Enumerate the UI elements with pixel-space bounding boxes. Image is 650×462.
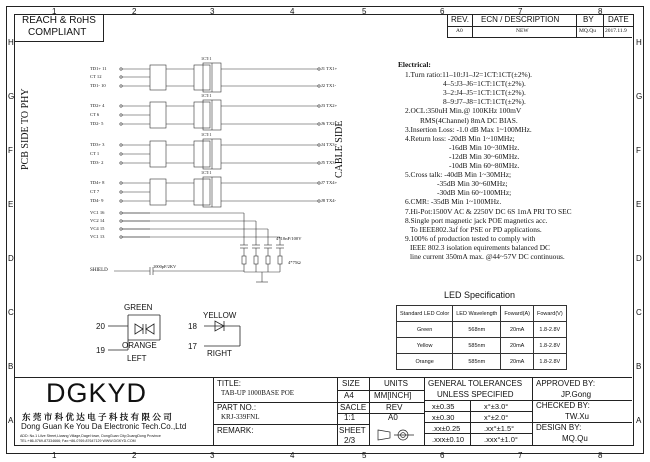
zone-col-7-top: 7 [518, 7, 523, 16]
electrical-line-3: 8–9:J7–J8=1CT:1CT(±2%). [443, 97, 526, 107]
tolerance-linear-0: x±0.35 [432, 402, 455, 411]
size-label: SIZE [342, 379, 360, 388]
right-pin-4: J4 TX3+ [321, 142, 338, 147]
rev-row-rev: A0 [456, 28, 463, 34]
left-pin-6: TD3+ 3 [90, 142, 105, 147]
checked-label: CHECKED BY: [536, 401, 590, 410]
design-label: DESIGN BY: [536, 423, 582, 432]
right-pin-2: J3 TX2+ [321, 103, 338, 108]
led-cell: 585nm [453, 354, 501, 370]
rev-row-date: 2017.11.9 [605, 28, 627, 34]
tolerance-title: GENERAL TOLERANCES [428, 379, 523, 388]
electrical-line-6: 3.Insertion Loss: -1.0 dB Max 1~100MHz. [405, 124, 532, 134]
left-pin-3: TD2+ 4 [90, 103, 105, 108]
electrical-line-8: -16dB Min 10~30MHz. [449, 142, 520, 152]
electrical-line-15: 7.Hi-Pot:1500V AC & 2250V DC 6S 1mA PRI TO SEC [405, 206, 572, 216]
right-pin-3: J6 TX2- [321, 121, 337, 126]
transformer-ratio-1: 1CT:1 [201, 93, 212, 98]
units-label: UNITS [384, 379, 408, 388]
led-cell: 1.8-2.8V [533, 338, 566, 354]
pcb-side-label: PCB SIDE TO PHY [20, 88, 31, 170]
zone-row-G-left: G [8, 92, 15, 101]
compliance-line1: REACH & RoHS [22, 15, 96, 26]
led-cell: 1.8-2.8V [533, 354, 566, 370]
company-contact: TEL:+86-0769-87334666; Fax:+86-0769-87647129 WWW.DGKYD.COM [20, 439, 136, 443]
transformer-ratio-0: 1CT:1 [201, 56, 212, 61]
left-pin-0: TD1+ 11 [90, 66, 107, 71]
zone-col-6-top: 6 [440, 7, 445, 16]
led-right-label: RIGHT [207, 349, 232, 358]
electrical-line-10: -10dB Min 60~80MHz. [449, 161, 520, 170]
electrical-line-9: -12dB Min 30~60MHz. [449, 151, 520, 161]
electrical-line-0: 1.Turn ratio:11–10:J1–J2=1CT:1CT(±2%). [405, 70, 532, 79]
approved-value: JP.Gong [561, 390, 592, 399]
tolerance-linear-1: x±0.30 [432, 413, 455, 422]
right-pin-5: J5 TX3- [321, 160, 337, 165]
tolerance-angular-3: .xxx°±1.0° [484, 435, 518, 444]
cap-label: 4*10nF/100V [276, 236, 302, 241]
shield-cap-label: 1000pF/2KV [153, 264, 177, 269]
electrical-line-4: 2.OCL:350uH Min.@ 100KHz 100mV [405, 106, 522, 116]
led-cell: 20mA [501, 354, 534, 370]
checked-value: TW.Xu [565, 412, 590, 421]
led-left-label: LEFT [127, 354, 147, 363]
zone-row-A-left: A [8, 416, 14, 425]
left-pin-8: TD3- 2 [90, 160, 104, 165]
electrical-line-19: IEEE 802.3 isolation equirements balanced DC [410, 242, 550, 252]
electrical-line-2: 3–2:J4–J5=1CT:1CT(±2%). [443, 88, 526, 98]
left-pin-12: VC1 16 [90, 210, 105, 215]
led-cell: Green [397, 322, 453, 338]
zone-col-8-top: 8 [598, 7, 603, 16]
left-pin-14: VC4 15 [90, 226, 105, 231]
cable-side-label: CABLE SIDE [334, 120, 345, 178]
led-right-pin1: 18 [188, 322, 197, 331]
zone-col-2-top: 2 [132, 7, 137, 16]
zone-row-C-right: C [636, 308, 642, 317]
tolerance-linear-3: .xxx±0.10 [432, 435, 465, 444]
led-right-pin2: 17 [188, 342, 197, 351]
led-cell: 1.8-2.8V [533, 322, 566, 338]
shield-label: SHIELD [90, 268, 108, 273]
tolerance-subtitle: UNLESS SPECIFIED [437, 390, 514, 399]
rev-header-ecn: ECN / DESCRIPTION [481, 15, 560, 24]
part-value: KRJ-339FNL [221, 413, 260, 421]
zone-col-3-top: 3 [210, 7, 215, 16]
zone-row-A-right: A [636, 416, 642, 425]
company-name-en: Dong Guan Ke You Da Electronic Tech.Co.,Ltd [21, 422, 187, 431]
size-value: A4 [344, 391, 354, 400]
remark-label: REMARK: [217, 426, 254, 435]
scale-value: 1:1 [344, 413, 356, 422]
led-header-cell: LED Wavelength [453, 306, 501, 322]
electrical-line-14: 6.CMR: -35dB Min 1~100MHz. [405, 197, 502, 207]
led-cell: 585nm [453, 338, 501, 354]
left-pin-10: CT 7 [90, 189, 100, 194]
zone-row-G-right: G [636, 92, 643, 101]
led-cell: Orange [397, 354, 453, 370]
led-cell: 20mA [501, 322, 534, 338]
tolerance-linear-2: .xx±0.25 [432, 424, 461, 433]
electrical-line-7: 4.Return loss: -20dB Min 1~10MHz; [405, 133, 515, 143]
tolerance-angular-0: x°±3.0° [484, 402, 509, 411]
led-header-cell: Foward(V) [533, 306, 566, 322]
left-pin-2: TD1- 10 [90, 83, 106, 88]
led-spec-title: LED Specification [444, 290, 516, 300]
rev-row-ecn: NEW [516, 28, 529, 34]
design-value: MQ.Qu [562, 434, 588, 443]
sheet-value: 2/3 [344, 436, 356, 445]
electrical-line-1: 4–5:J3–J6=1CT:1CT(±2%). [443, 79, 526, 89]
zone-row-B-left: B [8, 362, 14, 371]
led-left-color1: GREEN [124, 303, 153, 312]
led-right-color: YELLOW [203, 311, 237, 320]
electrical-line-13: -30dB Min 60~100MHz; [437, 188, 512, 198]
led-cell: 568nm [453, 322, 501, 338]
led-cell: 20mA [501, 338, 534, 354]
zone-col-4-top: 4 [290, 7, 295, 16]
electrical-line-5: RMS(4Channel) 8mA DC BIAS. [420, 115, 518, 125]
left-pin-11: TD4- 9 [90, 198, 104, 203]
right-pin-6: J7 TX4+ [321, 180, 338, 185]
zone-row-F-left: F [8, 146, 13, 155]
sheet-label: SHEET [339, 426, 366, 435]
units-value: MM[INCH] [374, 391, 412, 400]
electrical-line-11: 5.Cross talk: -40dB Min 1~30MHz; [405, 170, 512, 180]
zone-row-F-right: F [636, 146, 641, 155]
led-cell: Yellow [397, 338, 453, 354]
led-left-pin1: 20 [96, 322, 105, 331]
left-pin-5: TD2- 5 [90, 121, 104, 126]
electrical-line-20: line current 350mA max. @44~57V DC continuous. [410, 252, 565, 261]
zone-col-6-bottom: 6 [440, 451, 445, 460]
zone-col-2-bottom: 2 [132, 451, 137, 460]
rev-value: A0 [388, 413, 398, 422]
transformer-ratio-2: 1CT:1 [201, 132, 212, 137]
right-pin-7: J8 TX4- [321, 198, 337, 203]
rev-header-by: BY [583, 15, 594, 24]
zone-row-H-left: H [8, 38, 14, 47]
title-label: TITLE: [217, 379, 242, 388]
zone-row-C-left: C [8, 308, 14, 317]
zone-col-8-bottom: 8 [598, 451, 603, 460]
title-block [14, 377, 632, 445]
left-pin-15: VC1 13 [90, 234, 105, 239]
left-pin-7: CT 1 [90, 151, 100, 156]
electrical-title: Electrical: [398, 60, 431, 69]
zone-row-B-right: B [636, 362, 642, 371]
company-address: ADD: No.1 Lilve Street,Liwang Village,Dagel town, DongGuan City,GuangDong Province [20, 434, 161, 438]
rev-label: REV [386, 403, 403, 412]
electrical-line-18: 9.100% of production tested to comply with [405, 233, 536, 243]
projection-symbol-icon [376, 426, 418, 444]
title-value: TAB-UP 1000BASE POE [221, 389, 295, 397]
zone-col-5-top: 5 [362, 7, 367, 16]
zone-row-E-right: E [636, 200, 642, 209]
rev-header-date: DATE [608, 15, 629, 24]
compliance-line2: COMPLIANT [28, 27, 87, 38]
rev-row-by: MQ.Qu [579, 28, 596, 34]
zone-col-7-bottom: 7 [518, 451, 523, 460]
left-pin-4: CT 6 [90, 112, 100, 117]
transformer-ratio-3: 1CT:1 [201, 170, 212, 175]
zone-col-1-bottom: 1 [52, 451, 57, 460]
scale-label: SACLE [340, 403, 367, 412]
rev-header-rev: REV. [451, 15, 469, 24]
left-pin-9: TD4+ 8 [90, 180, 105, 185]
left-pin-1: CT 12 [90, 74, 102, 79]
right-pin-1: J2 TX1- [321, 83, 337, 88]
zone-row-D-right: D [636, 254, 642, 263]
zone-col-4-bottom: 4 [290, 451, 295, 460]
tolerance-angular-1: x°±2.0° [484, 413, 509, 422]
company-logo: DGKYD [46, 378, 148, 408]
left-pin-13: VC2 14 [90, 218, 105, 223]
led-header-cell: Foward(A) [501, 306, 534, 322]
res-label: 4*75Ω [288, 260, 301, 265]
part-label: PART NO.: [217, 403, 257, 412]
electrical-line-12: -35dB Min 30~60MHz; [437, 179, 508, 189]
electrical-line-17: To IEEE802.3af for PSE or PD applications. [410, 224, 542, 234]
zone-row-D-left: D [8, 254, 14, 263]
approved-label: APPROVED BY: [536, 379, 596, 388]
tolerance-angular-2: .xx°±1.5° [484, 424, 515, 433]
led-header-cell: Standard LED Color [397, 306, 453, 322]
company-name-cn: 东 莞 市 科 优 达 电 子 科 技 有 限 公 司 [22, 412, 172, 422]
right-pin-0: J1 TX1+ [321, 66, 338, 71]
zone-row-E-left: E [8, 200, 14, 209]
zone-col-1-top: 1 [52, 7, 57, 16]
zone-col-5-bottom: 5 [362, 451, 367, 460]
led-left-pin2: 19 [96, 346, 105, 355]
electrical-line-16: 8.Single port magnetic jack POE magnetics acc. [405, 215, 548, 225]
led-left-color2: ORANGE [122, 341, 157, 350]
zone-row-H-right: H [636, 38, 642, 47]
zone-col-3-bottom: 3 [210, 451, 215, 460]
